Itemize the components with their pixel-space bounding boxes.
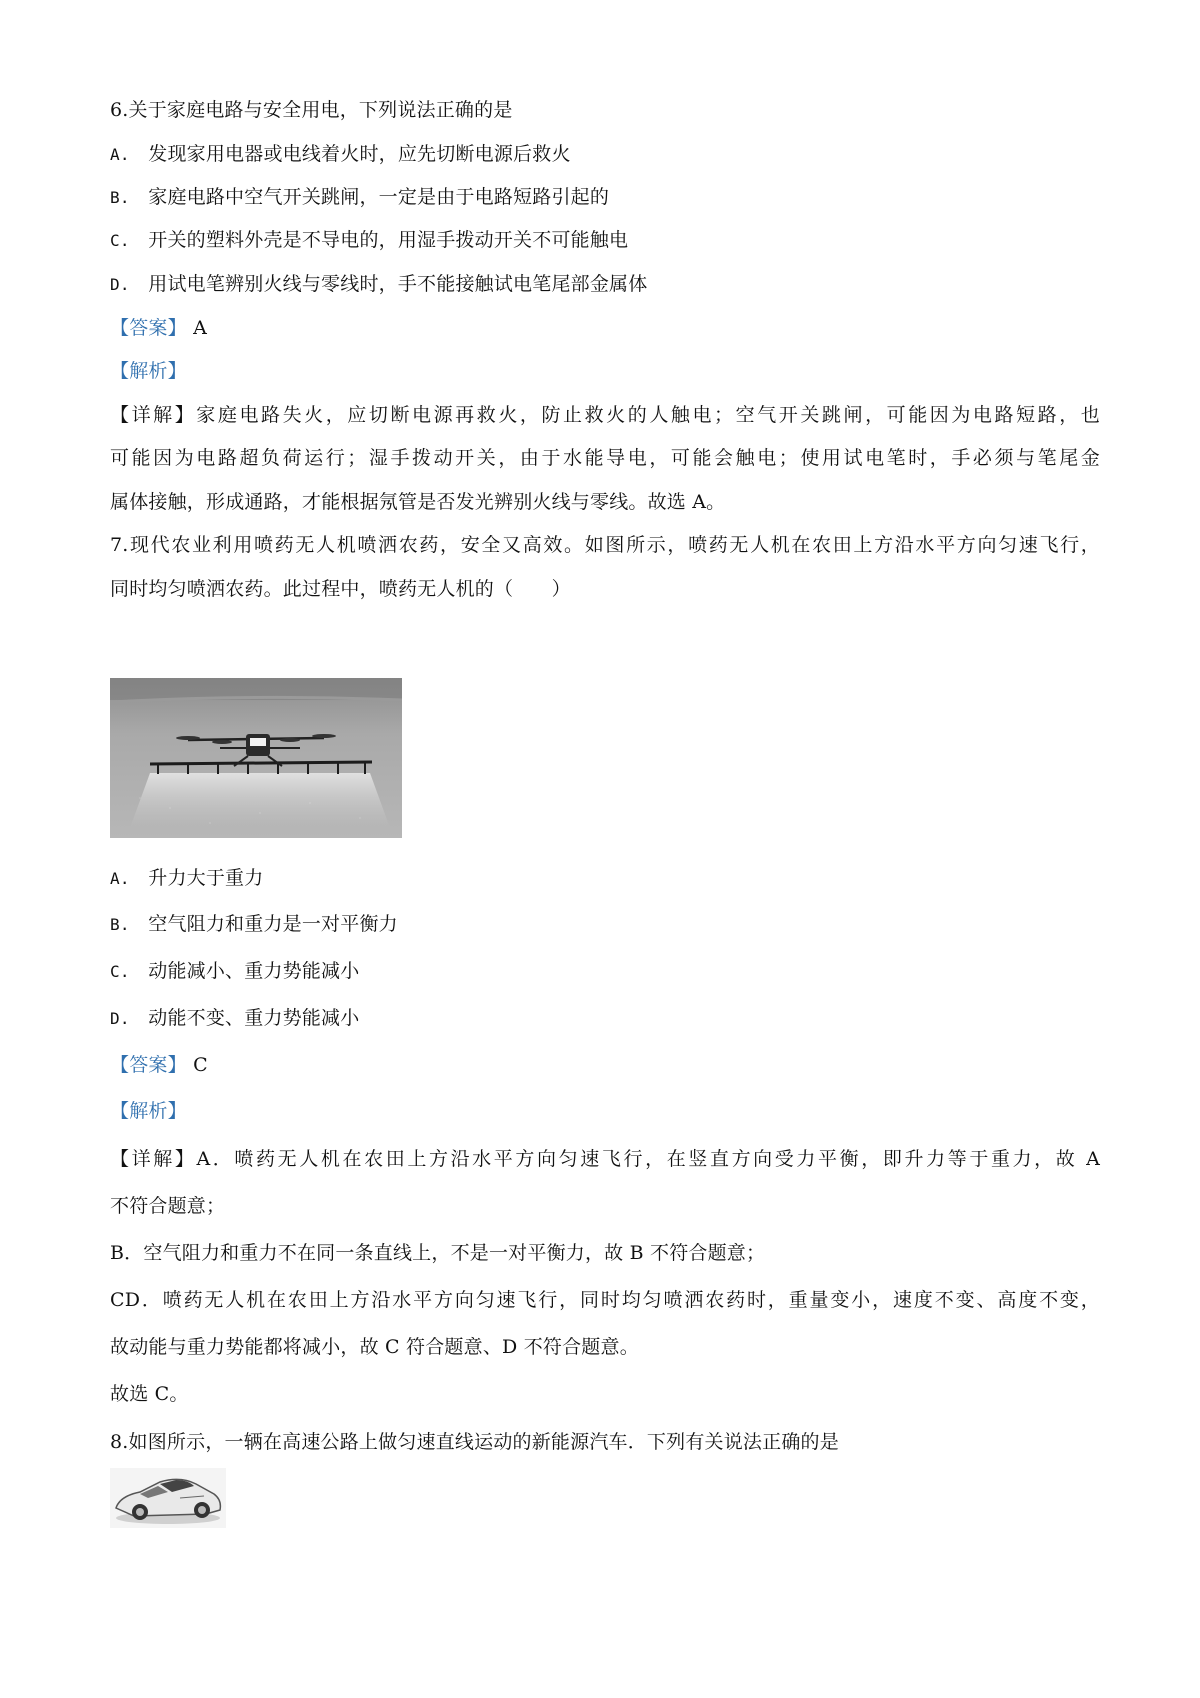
q7-stem-line-1: 7.现代农业利用喷药无人机喷洒农药，安全又高效。如图所示，喷药无人机在农田上方沿水平方向匀速飞行， (110, 534, 1100, 556)
q6-option-c (110, 226, 628, 255)
option-letter: D. (110, 275, 130, 294)
option-letter: A. (110, 145, 130, 164)
q6-option-a (110, 140, 571, 169)
q6-detail-line-3: 属体接触，形成通路，才能根据氖管是否发光辨别火线与零线。故选 A。 (110, 491, 726, 513)
option-letter: B. (110, 188, 130, 207)
option-text: 升力大于重力 (148, 867, 264, 889)
option-text: 用试电笔辨别火线与零线时，手不能接触试电笔尾部金属体 (148, 273, 648, 295)
option-letter: C. (110, 962, 130, 981)
spraying-drone-photo-icon (110, 678, 402, 838)
answer-value: C (193, 1054, 208, 1076)
q7-detail-line-1: 【详解】A．喷药无人机在农田上方沿水平方向匀速飞行，在竖直方向受力平衡，即升力等于重力，故 A (110, 1148, 1100, 1170)
option-letter: C. (110, 231, 130, 250)
q7-detail-line-6: 故选 C。 (110, 1383, 189, 1405)
option-text: 开关的塑料外壳是不导电的，用湿手拨动开关不可能触电 (148, 229, 629, 251)
q7-option-a (110, 864, 263, 893)
q7-stem-line-2: 同时均匀喷洒农药。此过程中，喷药无人机的（ ） (110, 578, 571, 600)
q6-option-d (110, 270, 647, 299)
option-letter: A. (110, 869, 130, 888)
option-text: 空气阻力和重力是一对平衡力 (148, 913, 398, 935)
q7-option-d (110, 1004, 359, 1033)
answer-tag: 【答案】 (110, 1054, 187, 1076)
answer-value: A (193, 317, 207, 339)
q7-option-c (110, 957, 359, 986)
q6-detail-line-1: 【详解】家庭电路失火，应切断电源再救火，防止救火的人触电；空气开关跳闸，可能因为电路短路，也 (110, 404, 1100, 426)
option-text: 动能减小、重力势能减小 (148, 960, 360, 982)
q7-analysis-tag: 【解析】 (110, 1100, 187, 1122)
q8-stem: 8.如图所示，一辆在高速公路上做匀速直线运动的新能源汽车．下列有关说法正确的是 (110, 1431, 839, 1453)
q7-detail-line-2: 不符合题意； (110, 1195, 226, 1217)
q7-option-b (110, 910, 398, 939)
q6-analysis-tag: 【解析】 (110, 360, 187, 382)
q6-option-b (110, 183, 609, 212)
q7-detail-line-4: CD．喷药无人机在农田上方沿水平方向匀速飞行，同时均匀喷洒农药时，重量变小，速度不变、高度不变， (110, 1289, 1100, 1311)
option-text: 发现家用电器或电线着火时，应先切断电源后救火 (148, 143, 571, 165)
q6-answer (110, 314, 207, 342)
q7-answer (110, 1051, 208, 1079)
option-text: 家庭电路中空气开关跳闸，一定是由于电路短路引起的 (148, 186, 610, 208)
answer-tag: 【答案】 (110, 317, 187, 339)
q7-detail-line-3: B．空气阻力和重力不在同一条直线上，不是一对平衡力，故 B 不符合题意； (110, 1242, 766, 1264)
option-text: 动能不变、重力势能减小 (148, 1007, 360, 1029)
option-letter: B. (110, 915, 130, 934)
q6-detail-line-2: 可能因为电路超负荷运行；湿手拨动开关，由于水能导电，可能会触电；使用试电笔时，手必须与笔尾金 (110, 447, 1100, 469)
q7-detail-line-5: 故动能与重力势能都将减小，故 C 符合题意、D 不符合题意。 (110, 1336, 639, 1358)
sports-car-photo-icon (110, 1468, 226, 1528)
option-letter: D. (110, 1009, 130, 1028)
q6-stem: 6.关于家庭电路与安全用电，下列说法正确的是 (110, 99, 513, 121)
